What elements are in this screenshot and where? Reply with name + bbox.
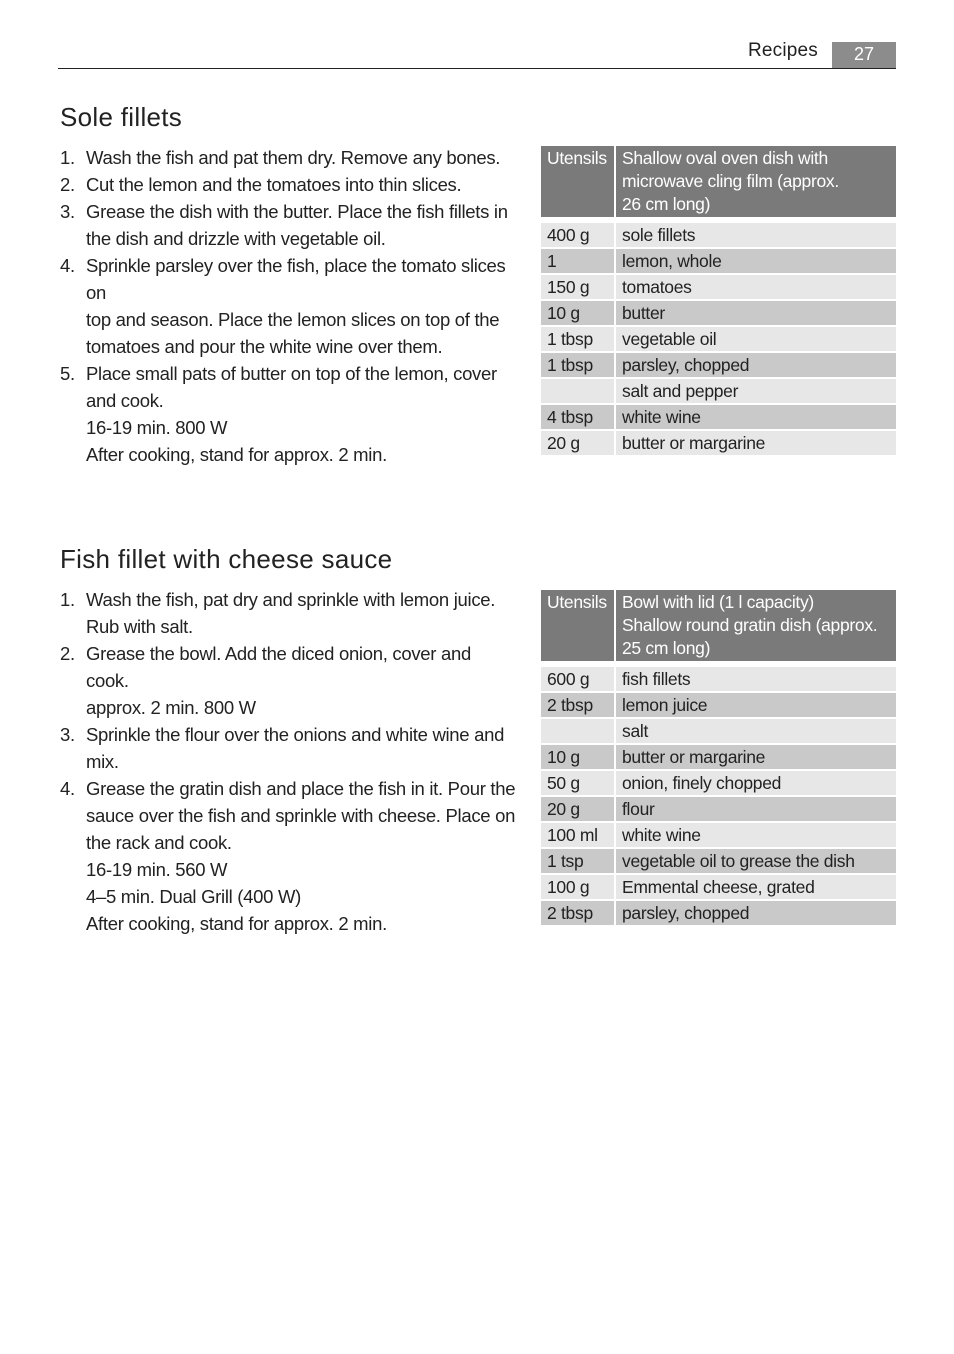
ingredient-name: salt	[616, 719, 896, 743]
utensils-label: Utensils	[541, 146, 616, 217]
step-text: Grease the gratin dish and place the fish in it. Pour the	[86, 778, 516, 799]
step-text: Grease the dish with the butter. Place the fish fillets in	[86, 201, 508, 222]
ingredient-quantity: 400 g	[541, 223, 616, 247]
ingredient-quantity	[541, 719, 616, 743]
step-number: 4.	[60, 255, 75, 276]
step-text: tomatoes and pour the white wine over them.	[86, 336, 443, 357]
ingredient-name: butter	[616, 301, 896, 325]
ingredient-quantity: 1 tsp	[541, 849, 616, 873]
ingredient-quantity: 50 g	[541, 771, 616, 795]
utensils-text: Shallow round gratin dish (approx.	[622, 615, 878, 635]
step-item	[58, 198, 518, 252]
step-number: 2.	[60, 643, 75, 664]
ingredient-row	[541, 797, 896, 821]
utensils-text: Shallow oval oven dish with	[622, 148, 828, 168]
ingredient-row	[541, 379, 896, 403]
step-text: Rub with salt.	[86, 616, 193, 637]
ingredient-quantity: 20 g	[541, 431, 616, 455]
ingredient-quantity	[541, 379, 616, 403]
ingredient-row	[541, 901, 896, 925]
utensils-row	[541, 590, 896, 661]
step-item	[58, 252, 518, 360]
ingredient-row	[541, 431, 896, 455]
ingredient-name: lemon juice	[616, 693, 896, 717]
step-number: 5.	[60, 363, 75, 384]
step-text: 4–5 min. Dual Grill (400 W)	[86, 886, 301, 907]
step-number: 3.	[60, 201, 75, 222]
ingredient-quantity: 2 tbsp	[541, 901, 616, 925]
utensils-description	[616, 590, 896, 661]
step-text: Grease the bowl. Add the diced onion, cover and cook.	[86, 643, 471, 691]
ingredient-quantity: 600 g	[541, 667, 616, 691]
ingredient-quantity: 20 g	[541, 797, 616, 821]
ingredient-name: fish fillets	[616, 667, 896, 691]
ingredient-name: vegetable oil to grease the dish	[616, 849, 896, 873]
step-item	[58, 721, 518, 775]
ingredients-table	[541, 144, 896, 457]
ingredient-row	[541, 667, 896, 691]
page-number: 27	[832, 42, 896, 68]
step-text: the dish and drizzle with vegetable oil.	[86, 228, 386, 249]
step-text: mix.	[86, 751, 119, 772]
step-text: approx. 2 min. 800 W	[86, 697, 256, 718]
step-text: top and season. Place the lemon slices on top of the	[86, 309, 500, 330]
ingredient-name: parsley, chopped	[616, 353, 896, 377]
ingredient-row	[541, 875, 896, 899]
step-text: sauce over the fish and sprinkle with cheese. Place on	[86, 805, 516, 826]
ingredient-row	[541, 223, 896, 247]
page-header	[58, 38, 896, 69]
recipe-title: Fish fillet with cheese sauce	[60, 544, 393, 574]
utensils-text: 25 cm long)	[622, 638, 711, 658]
step-text: 16-19 min. 800 W	[86, 417, 228, 438]
utensils-text: 26 cm long)	[622, 194, 711, 214]
ingredient-quantity: 1 tbsp	[541, 327, 616, 351]
ingredient-quantity: 4 tbsp	[541, 405, 616, 429]
step-text: After cooking, stand for approx. 2 min.	[86, 913, 387, 934]
step-number: 2.	[60, 174, 75, 195]
ingredient-quantity: 100 ml	[541, 823, 616, 847]
ingredient-name: vegetable oil	[616, 327, 896, 351]
section-title: Recipes	[747, 40, 818, 61]
ingredients-table	[541, 588, 896, 927]
utensils-row	[541, 146, 896, 217]
step-text: 16-19 min. 560 W	[86, 859, 228, 880]
ingredient-name: lemon, whole	[616, 249, 896, 273]
step-text: and cook.	[86, 390, 164, 411]
ingredient-name: white wine	[616, 405, 896, 429]
ingredient-name: Emmental cheese, grated	[616, 875, 896, 899]
ingredient-quantity: 100 g	[541, 875, 616, 899]
step-number: 3.	[60, 724, 75, 745]
step-number: 4.	[60, 778, 75, 799]
step-item	[58, 775, 518, 937]
ingredient-quantity: 2 tbsp	[541, 693, 616, 717]
recipe-title: Sole fillets	[60, 102, 183, 132]
ingredient-row	[541, 353, 896, 377]
ingredient-row	[541, 301, 896, 325]
ingredient-name: sole fillets	[616, 223, 896, 247]
ingredient-row	[541, 823, 896, 847]
ingredient-quantity: 1	[541, 249, 616, 273]
ingredient-row	[541, 275, 896, 299]
step-text: Wash the fish and pat them dry. Remove any bones.	[86, 147, 501, 168]
ingredient-name: salt and pepper	[616, 379, 896, 403]
utensils-label: Utensils	[541, 590, 616, 661]
step-item	[58, 640, 518, 721]
step-number: 1.	[60, 147, 75, 168]
step-text: Sprinkle parsley over the fish, place the tomato slices on	[86, 255, 506, 303]
step-number: 1.	[60, 589, 75, 610]
ingredient-name: butter or margarine	[616, 745, 896, 769]
ingredient-row	[541, 249, 896, 273]
ingredient-row	[541, 719, 896, 743]
ingredient-row	[541, 405, 896, 429]
ingredient-quantity: 10 g	[541, 301, 616, 325]
step-text: Wash the fish, pat dry and sprinkle with lemon juice.	[86, 589, 496, 610]
step-text: After cooking, stand for approx. 2 min.	[86, 444, 387, 465]
ingredient-quantity: 1 tbsp	[541, 353, 616, 377]
ingredient-name: tomatoes	[616, 275, 896, 299]
recipe-steps	[58, 586, 518, 937]
ingredient-quantity: 150 g	[541, 275, 616, 299]
ingredient-name: butter or margarine	[616, 431, 896, 455]
ingredient-quantity: 10 g	[541, 745, 616, 769]
utensils-description	[616, 146, 896, 217]
step-item	[58, 586, 518, 640]
ingredient-row	[541, 771, 896, 795]
step-text: the rack and cook.	[86, 832, 232, 853]
utensils-text: Bowl with lid (1 l capacity)	[622, 592, 814, 612]
ingredient-name: onion, finely chopped	[616, 771, 896, 795]
ingredient-row	[541, 327, 896, 351]
ingredient-row	[541, 849, 896, 873]
step-item	[58, 144, 518, 171]
step-text: Place small pats of butter on top of the lemon, cover	[86, 363, 497, 384]
ingredient-row	[541, 745, 896, 769]
recipe-steps	[58, 144, 518, 468]
ingredient-name: parsley, chopped	[616, 901, 896, 925]
ingredient-name: flour	[616, 797, 896, 821]
utensils-text: microwave cling film (approx.	[622, 171, 839, 191]
step-text: Sprinkle the flour over the onions and white wine and	[86, 724, 505, 745]
step-item	[58, 360, 518, 468]
step-text: Cut the lemon and the tomatoes into thin slices.	[86, 174, 462, 195]
ingredient-name: white wine	[616, 823, 896, 847]
ingredient-row	[541, 693, 896, 717]
step-item	[58, 171, 518, 198]
